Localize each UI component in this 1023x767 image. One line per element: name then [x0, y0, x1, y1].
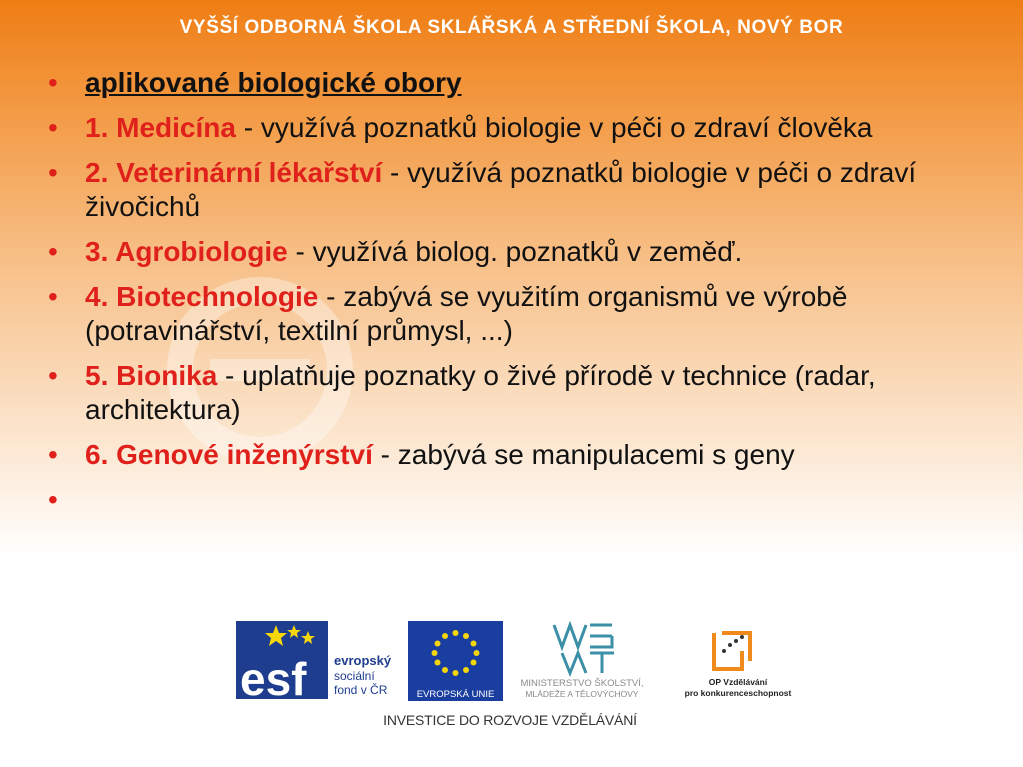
item-term: 5. Bionika — [85, 360, 218, 391]
item-description: - využívá poznatků biologie v péči o zdraví živočichů — [85, 157, 917, 222]
svg-text:esf: esf — [240, 653, 307, 705]
op-line1: OP Vzdělávání — [708, 677, 768, 687]
list-item — [48, 280, 968, 348]
bullet-dot: • — [48, 439, 58, 470]
header-bar — [0, 0, 1023, 56]
op-vzdelavani-logo — [685, 633, 792, 698]
funding-logos — [236, 617, 796, 712]
list-heading: aplikované biologické obory — [85, 67, 462, 98]
item-description: - zabývá se využitím organismů ve výrobě (potravinářství, textilní průmysl, ...) — [85, 281, 848, 346]
item-description: - zabývá se manipulacemi s geny — [372, 439, 795, 470]
bullet-dot: • — [48, 112, 58, 143]
eu-label: EVROPSKÁ UNIE — [416, 689, 495, 700]
bullet-dot: • — [48, 360, 58, 391]
bullet-dot: • — [48, 236, 58, 267]
op-line2: pro konkurenceschopnost — [684, 688, 792, 698]
esf-word2: sociální — [334, 669, 375, 683]
bullet-dot: • — [48, 67, 58, 98]
esf-logo — [236, 621, 392, 705]
list-item-heading — [48, 66, 968, 100]
item-term: 6. Genové inženýrství — [85, 439, 373, 470]
school-title: VYŠŠÍ ODBORNÁ ŠKOLA SKLÁŘSKÁ A STŘEDNÍ ŠKOLA, NOVÝ BOR — [179, 17, 844, 38]
list-item — [48, 235, 968, 269]
list-item — [48, 359, 968, 427]
item-description: - využívá biolog. poznatků v zeměď. — [287, 236, 743, 267]
bullet-list — [48, 66, 968, 515]
item-term: 1. Medicína — [85, 112, 236, 143]
list-item — [48, 438, 968, 472]
esf-word1: evropský — [334, 653, 392, 668]
eu-flag-logo — [408, 621, 503, 701]
bullet-dot: • — [48, 281, 58, 312]
bullet-dot: • — [48, 484, 58, 515]
msmt-line1: MINISTERSTVO ŠKOLSTVÍ, — [520, 678, 644, 689]
msmt-line2: MLÁDEŽE A TĚLOVÝCHOVY — [525, 689, 639, 699]
footer-investment-text: INVESTICE DO ROZVOJE VZDĚLÁVÁNÍ — [383, 712, 637, 728]
item-description: - uplatňuje poznatky o živé přírodě v technice (radar, architektura) — [85, 360, 876, 425]
esf-word3: fond v ČR — [334, 683, 388, 697]
item-term: 4. Biotechnologie — [85, 281, 319, 312]
list-item — [48, 156, 968, 224]
item-term: 2. Veterinární lékařství — [85, 157, 383, 188]
item-description: - využívá poznatků biologie v péči o zdraví člověka — [235, 112, 873, 143]
bullet-dot: • — [48, 157, 58, 188]
item-term: 3. Agrobiologie — [85, 236, 288, 267]
msmt-logo — [521, 625, 644, 699]
list-item — [48, 111, 968, 145]
